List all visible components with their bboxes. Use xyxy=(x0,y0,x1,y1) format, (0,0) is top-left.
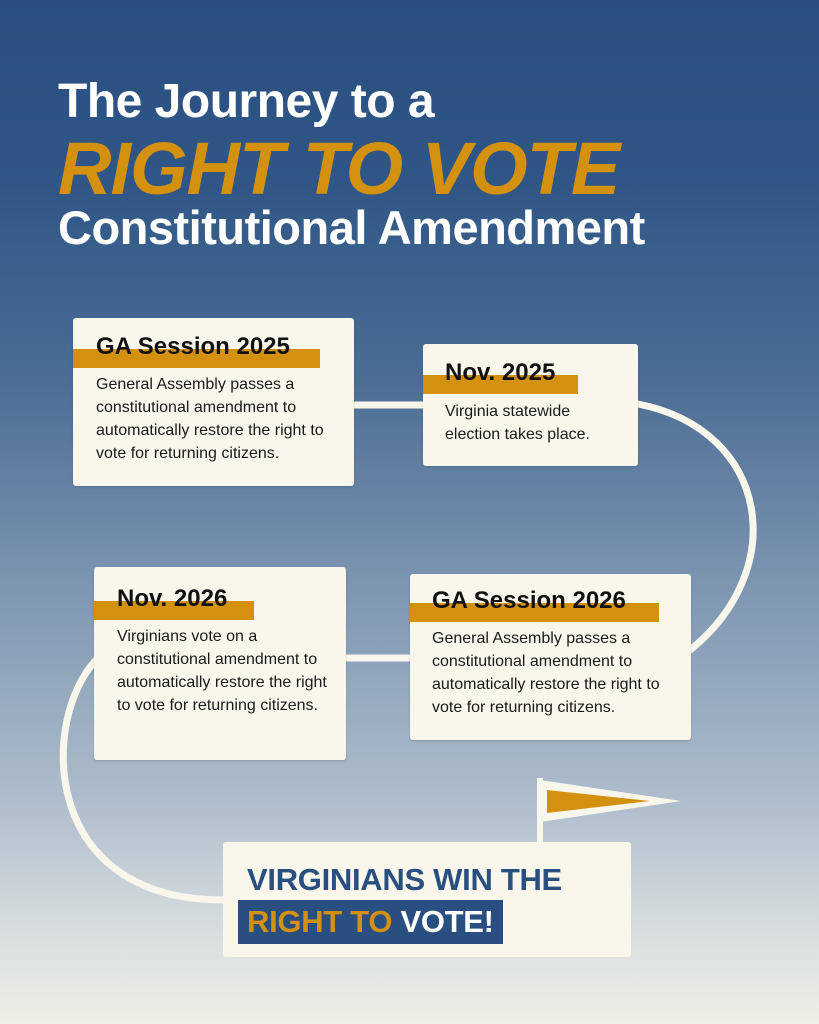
title-line-1: The Journey to a xyxy=(58,75,435,128)
title-highlight: RIGHT TO VOTE xyxy=(58,127,620,210)
step-heading: GA Session 2025 xyxy=(96,333,290,360)
step-heading: Nov. 2026 xyxy=(117,585,228,612)
finish-accent-text: RIGHT TO xyxy=(247,904,393,939)
title-line-3: Constitutional Amendment xyxy=(58,201,645,254)
finish-end-text: VOTE! xyxy=(400,904,494,939)
step-heading: GA Session 2026 xyxy=(432,587,626,614)
step-description: General Assembly passes a constitutional amendment to automatically restore the right to vote for returning citizens. xyxy=(96,376,324,462)
step-heading: Nov. 2025 xyxy=(445,359,556,386)
step-description: General Assembly passes a constitutional amendment to automatically restore the right to vote for returning citizens. xyxy=(432,630,660,716)
pennant-flag-icon xyxy=(540,778,681,843)
finish-line-1: VIRGINIANS WIN THE xyxy=(247,862,562,897)
step-card-nov-2025 xyxy=(423,344,638,466)
step-card-ga-session-2025 xyxy=(73,318,354,486)
step-card-nov-2026 xyxy=(94,567,346,760)
step-description: Virginia statewide election takes place. xyxy=(445,403,590,443)
finish-highlight-box xyxy=(238,900,503,944)
step-description: Virginians vote on a constitutional amendment to automatically restore the right to vote for returning citizens. xyxy=(117,628,327,714)
finish-card xyxy=(223,842,631,957)
step-card-ga-session-2026 xyxy=(410,574,691,740)
